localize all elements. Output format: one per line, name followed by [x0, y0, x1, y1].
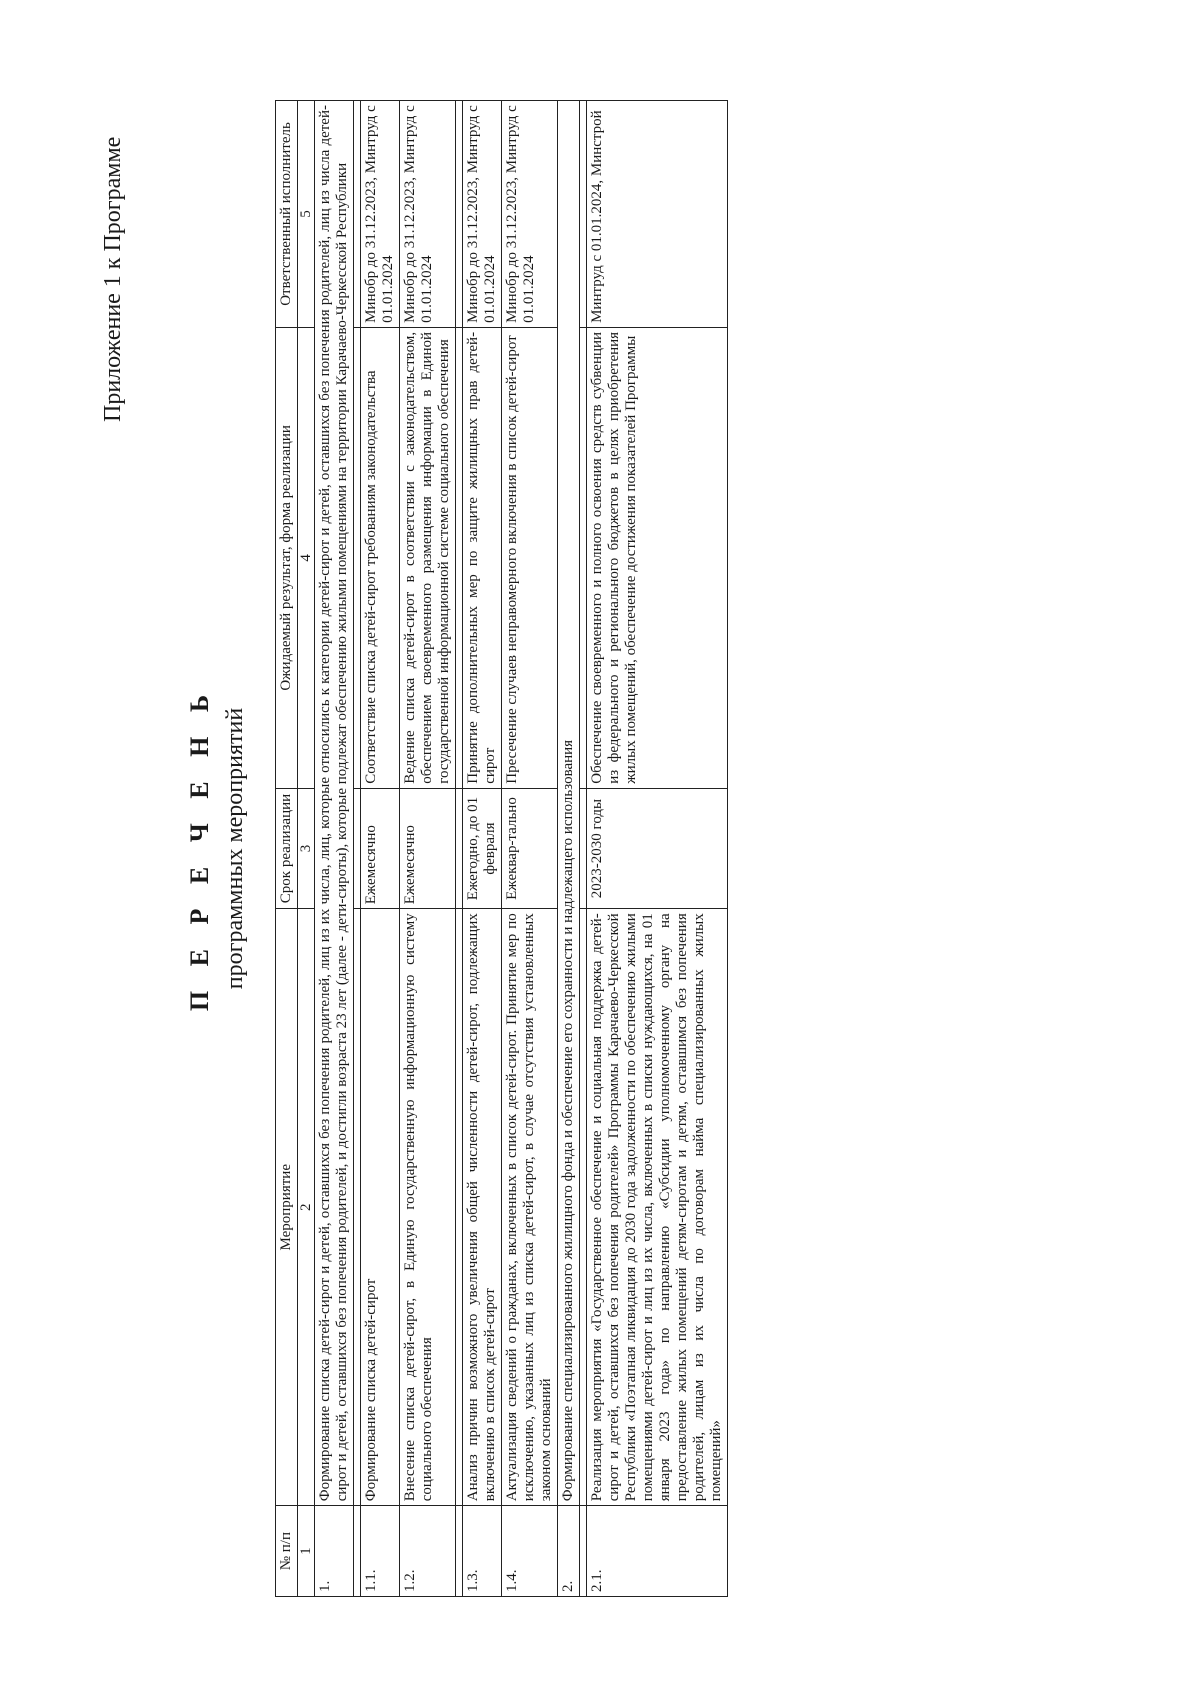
table-row [587, 101, 728, 1597]
row-number: 1.3. [463, 1506, 502, 1597]
document-title: П Е Р Е Ч Е Н Ь [185, 685, 214, 1012]
row-measure: Анализ причин возможного увеличения общей численности детей-сирот, подлежащих включению в список детей-сирот [463, 909, 502, 1506]
row-executor: Минобр до 31.12.2023, Минтруд с 01.01.2024 [463, 101, 502, 328]
row-result: Принятие дополнительных мер по защите жилищных прав детей-сирот [463, 327, 502, 788]
row-executor: Минобр до 31.12.2023, Минтруд с 01.01.2024 [400, 101, 456, 328]
column-number: 3 [298, 788, 315, 909]
column-number: 2 [298, 909, 315, 1506]
table-row [463, 101, 502, 1597]
row-measure: Актуализация сведений о гражданах, включенных в список детей-сирот. Принятие мер по исключению, указанных лиц из списка детей-сирот, в случае отсутствия установленных законом оснований [502, 909, 558, 1506]
table-row [361, 101, 400, 1597]
row-measure: Внесение списка детей-сирот, в Единую государственную информационную систему социального обеспечения [400, 909, 456, 1506]
appendix-label: Приложение 1 к Программе [100, 136, 126, 422]
column-number-row [298, 101, 315, 1597]
document-subtitle: программных мероприятий [222, 707, 248, 990]
row-number: 1.4. [502, 1506, 558, 1597]
row-term: Ежемесячно [400, 788, 456, 909]
table-header-row [276, 101, 298, 1597]
row-term: Ежеквар-тально [502, 788, 558, 909]
row-term: Ежемесячно [361, 788, 400, 909]
row-number: 1.2. [400, 1506, 456, 1597]
section-row [315, 101, 354, 1597]
row-result: Обеспечение своевременного и полного освоения средств субвенции из федерального и регионального бюджетов в целях приобретения жилых помещений, обеспечение достижения показателей Программы [587, 327, 728, 788]
row-term: 2023-2030 годы [587, 788, 728, 909]
table-row [400, 101, 456, 1597]
measures-table [275, 100, 728, 1597]
row-spacer [354, 101, 361, 1597]
row-result: Соответствие списка детей-сирот требованиям законодательства [361, 327, 400, 788]
row-executor: Минтруд с 01.01.2024, Минстрой [587, 101, 728, 328]
column-number: 5 [298, 101, 315, 328]
row-result: Ведение списка детей-сирот в соответствии с законодательством, обеспечением своевременного размещения информации в Единой государственной информационной системе социального обеспечения [400, 327, 456, 788]
row-executor: Минобр до 31.12.2023, Минтруд с 01.01.2024 [361, 101, 400, 328]
section-title: Формирование специализированного жилищного фонда и обеспечение его сохранности и надлежащего использования [558, 101, 580, 1506]
section-number: 1. [315, 1506, 354, 1597]
row-executor: Минобр до 31.12.2023, Минтруд с 01.01.2024 [502, 101, 558, 328]
row-measure: Реализация мероприятия «Государственное обеспечение и социальная поддержка детей-сирот и детей, оставшихся без попечения родителей» Программы Карачаево-Черкесской Республики «Поэтапная ликвидация до 2030 года задолженности по обеспечению жилыми помещениями детей-сирот и лиц из их числа, включенных в списки нуждающихся, на 01 января 2023 года» по направлению «Субсидии уполномоченному органу на предоставление жилых помещений детям-сиротам и детям, оставшимся без попечения родителей, лицам из их числа по договорам найма специализированных жилых помещений» [587, 909, 728, 1506]
row-term: Ежегодно, до 01 февраля [463, 788, 502, 909]
row-spacer [456, 101, 463, 1597]
header-measure: Мероприятие [276, 909, 298, 1506]
header-number: № п/п [276, 1506, 298, 1597]
header-result: Ожидаемый результат, форма реализации [276, 327, 298, 788]
row-measure: Формирование списка детей-сирот [361, 909, 400, 1506]
column-number: 1 [298, 1506, 315, 1597]
header-term: Срок реализации [276, 788, 298, 909]
column-number: 4 [298, 327, 315, 788]
section-row [558, 101, 580, 1597]
table-row [502, 101, 558, 1597]
row-result: Пресечение случаев неправомерного включения в список детей-сирот [502, 327, 558, 788]
row-number: 1.1. [361, 1506, 400, 1597]
row-spacer [580, 101, 587, 1597]
section-number: 2. [558, 1506, 580, 1597]
section-title: Формирование списка детей-сирот и детей, оставшихся без попечения родителей, лиц из их числа, лиц, которые относились к категории детей-сирот и детей, оставшихся без попечения родителей, лиц из числа детей-сирот и детей, оставшихся без попечения родителей, и достигли возраста 23 лет (далее - дети-сироты), которые подлежат обеспечению жилыми помещениями на территории Карачаево-Черкесской Республики [315, 101, 354, 1506]
header-executor: Ответственный исполнитель [276, 101, 298, 328]
row-number: 2.1. [587, 1506, 728, 1597]
